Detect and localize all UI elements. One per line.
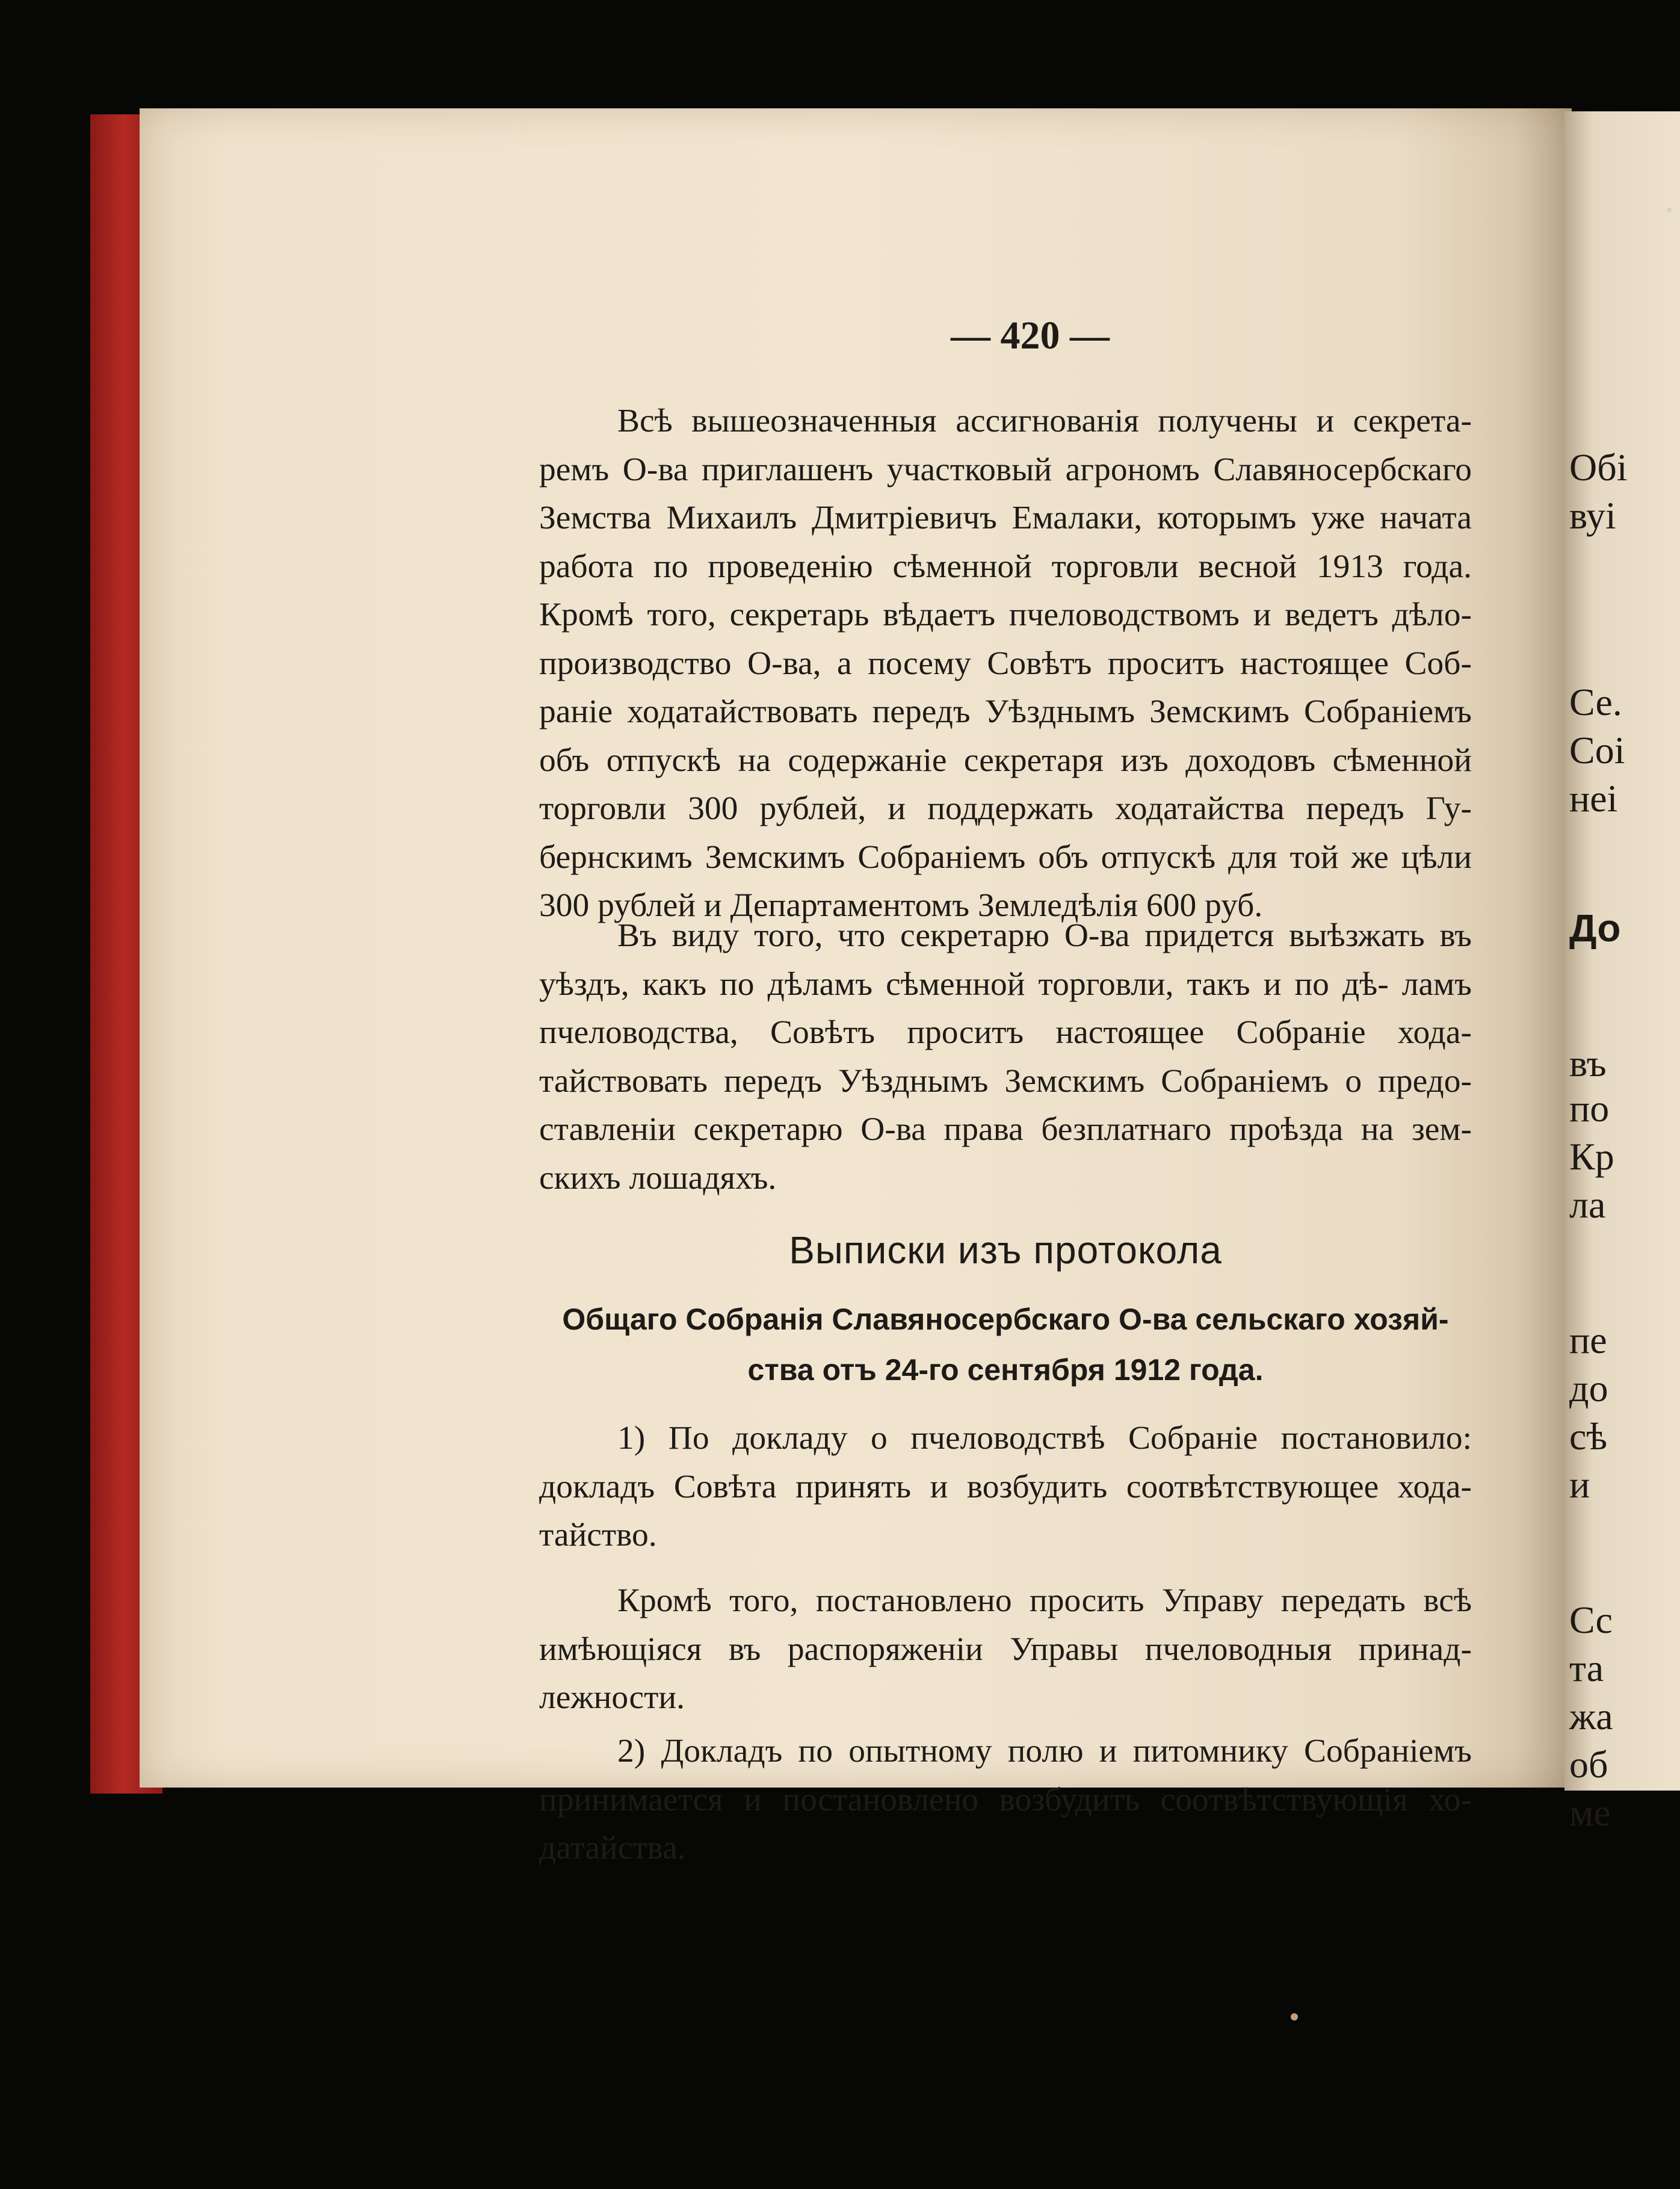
text-line: ремъ О-ва приглашенъ участковый агрономъ Славяносербскаго	[539, 451, 1472, 488]
next-page-fragment: ме	[1569, 1791, 1611, 1834]
text-line: скихъ лошадяхъ.	[539, 1159, 777, 1197]
text-line: имѣющіяся въ распоряженіи Управы пчеловодныя принад-	[539, 1630, 1472, 1668]
text-line: работа по проведенію сѣменной торговли весной 1913 года.	[539, 548, 1472, 585]
text-line: въ уѣздъ, какъ по дѣламъ сѣменной торговли, такъ и по дѣ-	[539, 917, 1472, 1003]
next-page-fragment: Сс	[1569, 1599, 1613, 1641]
next-page-fragment: въ	[1569, 1042, 1607, 1085]
text-line: Кромѣ того, постановлено просить Управу передать всѣ	[617, 1582, 1472, 1619]
section-subheading	[539, 1294, 1472, 1395]
text-line: объ отпускѣ на содержаніе секретаря изъ доходовъ сѣменной	[539, 742, 1472, 779]
next-page-fragment: та	[1569, 1647, 1604, 1689]
next-page-fragment: по	[1569, 1087, 1610, 1130]
text-line: лежности.	[539, 1679, 685, 1716]
text-line: ставленіи секретарю О-ва права безплатнаго проѣзда на зем-	[539, 1111, 1472, 1148]
text-line: производство О-ва, а посему Совѣтъ проситъ настоящее Соб-	[539, 645, 1472, 682]
next-page-fragment: Се.	[1569, 681, 1622, 723]
text-line: докладъ Совѣта принять и возбудить соотвѣтствующее хода-	[539, 1468, 1472, 1505]
next-page-fragment: Соі	[1569, 729, 1625, 772]
next-page-edge	[1564, 111, 1680, 1834]
subheading-line: Общаго Собранія Славяносербскаго О-ва сельскаго хозяй-	[562, 1302, 1449, 1336]
paper-spot	[1291, 2013, 1298, 2020]
text-line: Въ виду того, что секретарю О-ва придется выѣзжать	[617, 917, 1425, 954]
section-heading: Выписки изъ протокола	[789, 1228, 1222, 1272]
next-page-fragment: и	[1569, 1463, 1590, 1506]
paragraph	[539, 397, 1472, 930]
next-page-fragment: ла	[1569, 1183, 1606, 1226]
text-line: датайства.	[539, 1830, 686, 1866]
subheading-line: ства отъ 24-го сентября 1912 года.	[747, 1353, 1264, 1387]
text-line: Всѣ вышеозначенныя ассигнованія получены и секрета-	[617, 403, 1472, 439]
next-page-fragment: пе	[1569, 1319, 1607, 1361]
next-page-fragment: вуі	[1569, 494, 1616, 537]
next-page-fragment: Кр	[1569, 1135, 1614, 1178]
page-number: — 420 —	[951, 314, 1110, 358]
paragraph	[539, 1727, 1472, 1873]
dust-speck	[1667, 208, 1672, 212]
text-line: бернскимъ Земскимъ Собраніемъ объ отпускѣ для той же цѣли	[539, 838, 1472, 876]
next-page-fragment: до	[1569, 1367, 1608, 1410]
paragraph	[539, 1577, 1472, 1723]
text-line: ламъ пчеловодства, Совѣтъ проситъ настоящее Собраніе хода-	[539, 965, 1472, 1051]
text-line: тайствовать передъ Уѣзднымъ Земскимъ Собраніемъ о предо-	[539, 1062, 1472, 1100]
text-line: 1) По докладу о пчеловодствѣ Собраніе постановило:	[617, 1420, 1472, 1457]
text-line: Земства Михаилъ Дмитріевичъ Емалаки, которымъ уже начата	[539, 500, 1472, 536]
text-line: тайство.	[539, 1517, 657, 1553]
text-line: Кромѣ того, секретарь вѣдаетъ пчеловодствомъ и ведетъ дѣло-	[539, 596, 1472, 633]
text-line: 300 рублей и Департаментомъ Земледѣлія 600 руб.	[539, 887, 1263, 924]
next-page-fragment: об	[1569, 1743, 1608, 1786]
next-page-fragment: сѣ	[1569, 1415, 1608, 1458]
next-page-fragment: До	[1569, 906, 1621, 950]
next-page-fragment: жа	[1569, 1695, 1613, 1738]
text-line: торговли 300 рублей, и поддержать ходатайства передъ Гу-	[539, 790, 1472, 827]
text-line: принимается и постановлено возбудить соотвѣтствующія хо-	[539, 1781, 1472, 1818]
text-line: раніе ходатайствовать передъ Уѣзднымъ Земскимъ Собраніемъ	[539, 693, 1472, 730]
next-page-fragment: Обі	[1569, 446, 1628, 489]
next-page-fragment: неі	[1569, 777, 1618, 820]
paragraph	[539, 1414, 1472, 1560]
text-line: 2) Докладъ по опытному полю и питомнику Собраніемъ	[617, 1733, 1472, 1769]
paragraph	[539, 912, 1472, 1203]
